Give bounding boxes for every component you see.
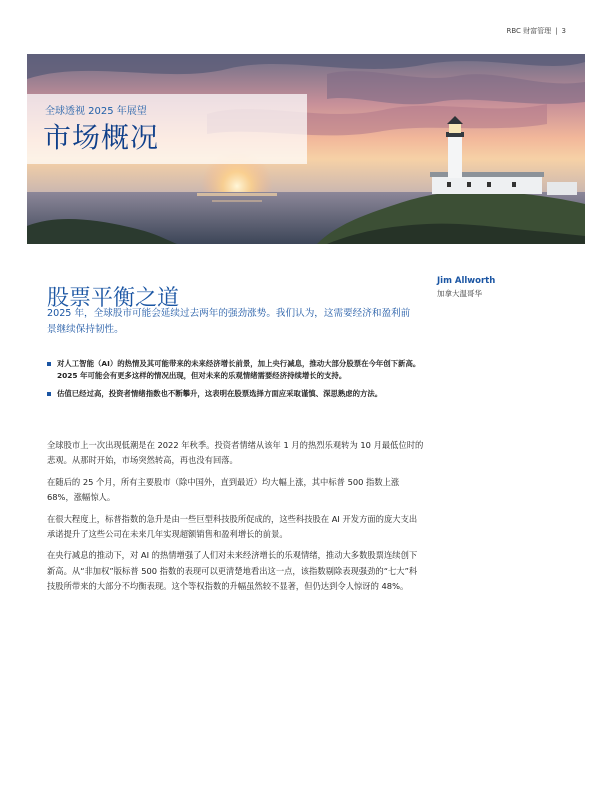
hero-title-panel: [27, 94, 307, 164]
author-name: Jim Allworth: [437, 276, 496, 286]
body-paragraph: 在随后的 25 个月，所有主要股市（除中国外，直到最近）均大幅上涨，其中标普 500 指数上涨 68%，涨幅惊人。: [47, 476, 400, 503]
report-kicker: 全球透视 2025 年展望: [45, 106, 147, 117]
body-paragraph: 全球股市上一次出现低潮是在 2022 年秋季。投资者情绪从该年 1 月的热烈乐观转为 10 月最低位时的悲观。从那时开始，市场突然转高，再也没有回落。: [47, 440, 424, 466]
bullet-icon: [47, 362, 51, 366]
brand-label: RBC 财富管理: [506, 27, 552, 35]
article-body: [47, 438, 425, 601]
page-number: 3: [561, 27, 566, 35]
body-paragraph: 在很大程度上，标普指数的急升是由一些巨型科技股所促成的，这些科技股在 AI 开发方面的庞大支出承诺提升了这些公司在未来几年实现超额销售和盈利增长的前景。: [47, 513, 418, 540]
body-paragraph: 在央行减息的推动下，对 AI 的热情增强了人们对未来经济增长的乐观情绪，推动大多数股票连续创下新高。从“非加权”版标普 500 指数的表现可以更清楚地看出这一点，该指数剔除表现强劲的“七大”科技股所带来的大部分不均衡表现。这个等权指数的升幅虽然较不显著，但仍达到令人惊讶的 48%。: [47, 550, 418, 592]
key-point-text: 估值已经过高，投资者情绪指数也不断攀升，这表明在股票选择方面应采取谨慎、深思熟虑的方法。: [57, 389, 383, 398]
article-title: 股票平衡之道: [47, 285, 180, 311]
article-intro: 2025 年，全球股市可能会延续过去两年的强劲涨势。我们认为，这需要经济和盈利前景继续保持韧性。: [47, 308, 411, 335]
author-location: 加拿大温哥华: [437, 289, 482, 298]
key-point: [47, 388, 427, 400]
author-block: [437, 276, 587, 299]
key-point-text: 对人工智能（AI）的热情及其可能带来的未来经济增长前景，加上央行减息，推动大部分股票在今年创下新高。2025 年可能会有更多这样的情况出现，但对未来的乐观情绪需要经济持续增长的支持。: [57, 359, 421, 380]
page-title: 市场概况: [43, 121, 160, 154]
key-points-list: [47, 358, 427, 406]
bullet-icon: [47, 392, 51, 396]
key-point: [47, 358, 427, 382]
separator: |: [555, 27, 558, 35]
page-header: [507, 26, 566, 36]
